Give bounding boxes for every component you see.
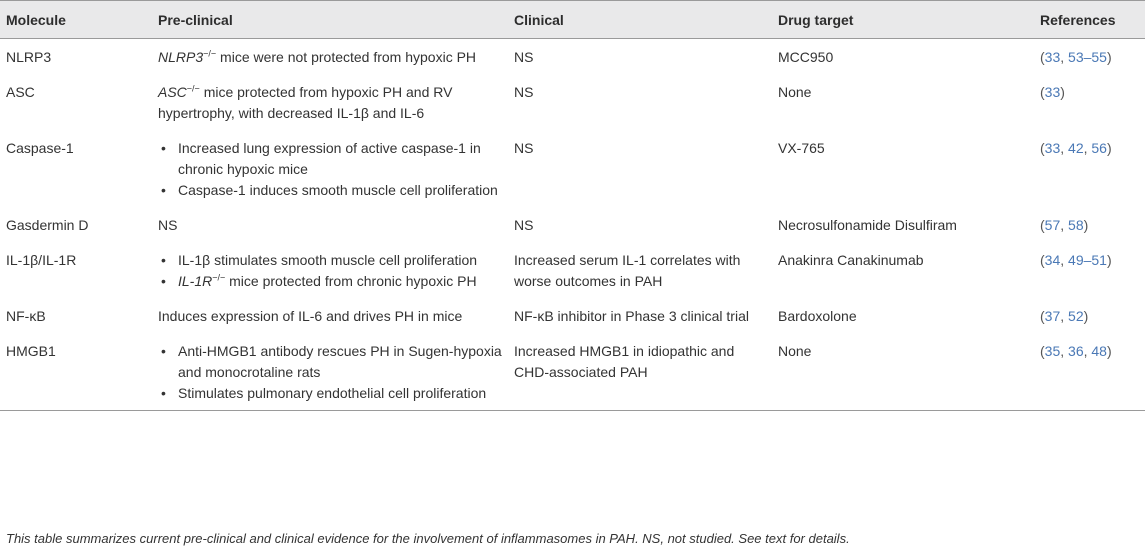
pre-clinical-bullets <box>158 341 502 404</box>
ref-paren: ) <box>1106 252 1112 268</box>
ref-paren: ) <box>1106 49 1112 65</box>
cell-molecule: HMGB1 <box>0 333 152 411</box>
gene-name: ASC <box>158 84 187 100</box>
ref-link[interactable]: 49–51 <box>1068 252 1107 268</box>
ref-link[interactable]: 48 <box>1091 343 1107 359</box>
table-row <box>0 39 1145 75</box>
cell-clinical: NS <box>514 84 534 100</box>
cell-references: (34, 49–51) <box>1040 252 1112 268</box>
bullet-item: • Anti-HMGB1 antibody rescues PH in Sugen-hypoxia and monocrotaline rats <box>158 341 502 383</box>
cell-references: (33, 53–55) <box>1040 49 1112 65</box>
cell-drug-target: None <box>778 84 812 100</box>
cell-references: (37, 52) <box>1040 308 1089 324</box>
genotype-superscript: −/− <box>212 272 226 283</box>
ref-link[interactable]: 42 <box>1068 140 1084 156</box>
header-pre-clinical: Pre-clinical <box>152 1 508 39</box>
pre-clinical-text: mice protected from chronic hypoxic PH <box>225 273 477 289</box>
cell-clinical: NS <box>514 49 534 65</box>
cell-drug-target: VX-765 <box>778 140 825 156</box>
cell-references: (35, 36, 48) <box>1034 333 1145 411</box>
table-row <box>0 333 1145 411</box>
cell-pre-clinical <box>152 74 508 130</box>
ref-paren: ( <box>1040 49 1045 65</box>
ref-paren: ( <box>1040 343 1045 359</box>
pre-clinical-text: mice protected from hypoxic PH and RV hypertrophy, with decreased IL-1β and IL-6 <box>158 84 453 121</box>
cell-references <box>1034 74 1145 130</box>
pre-clinical-text: mice were not protected from hypoxic PH <box>216 49 477 65</box>
cell-molecule: NLRP3 <box>6 49 52 65</box>
cell-molecule: NF-κB <box>6 308 46 324</box>
bullet-item: • Stimulates pulmonary endothelial cell proliferation <box>158 383 502 404</box>
ref-link[interactable]: 35 <box>1044 343 1061 359</box>
header-molecule: Molecule <box>0 1 152 39</box>
pre-clinical-bullets <box>158 138 502 201</box>
cell-clinical: Increased serum IL-1 correlates with worse outcomes in PAH <box>514 252 741 289</box>
cell-drug-target: Bardoxolone <box>778 308 857 324</box>
cell-pre-clinical: Induces expression of IL-6 and drives PH in mice <box>158 308 463 324</box>
cell-pre-clinical <box>152 130 508 207</box>
table-caption: This table summarizes current pre-clinical and clinical evidence for the involvement of inflammasomes in PAH. NS, not studied. See text for details. <box>6 531 850 546</box>
bullet-item: • Caspase-1 induces smooth muscle cell proliferation <box>158 180 502 201</box>
ref-paren: ) <box>1083 308 1089 324</box>
table-row <box>0 74 1145 130</box>
cell-drug-target: None <box>772 333 1034 411</box>
cell-clinical: NF-κB inhibitor in Phase 3 clinical trial <box>514 308 749 324</box>
ref-paren: ( <box>1040 84 1045 100</box>
ref-paren: ) <box>1106 140 1112 156</box>
ref-paren: ( <box>1040 308 1045 324</box>
cell-molecule: IL-1β/IL-1R <box>6 252 77 268</box>
ref-link[interactable]: 56 <box>1091 140 1107 156</box>
bullet-item: • Increased lung expression of active caspase-1 in chronic hypoxic mice <box>158 138 502 180</box>
table-row <box>0 207 1145 242</box>
header-row <box>0 1 1145 39</box>
ref-paren: ) <box>1106 343 1112 359</box>
cell-drug-target: MCC950 <box>778 49 834 65</box>
gene-name: IL-1R <box>178 273 213 289</box>
cell-drug-target: Necrosulfonamide Disulfiram <box>778 217 957 233</box>
cell-drug-target: Anakinra Canakinumab <box>778 252 924 268</box>
ref-paren: ) <box>1060 84 1065 100</box>
cell-pre-clinical: NS <box>158 217 178 233</box>
cell-molecule: Caspase-1 <box>6 140 74 156</box>
cell-pre-clinical <box>152 39 508 75</box>
ref-link[interactable]: 52 <box>1068 308 1084 324</box>
cell-references: (57, 58) <box>1040 217 1089 233</box>
ref-link[interactable]: 36 <box>1068 343 1084 359</box>
header-clinical: Clinical <box>508 1 772 39</box>
table-row <box>0 242 1145 298</box>
ref-link[interactable]: 58 <box>1068 217 1084 233</box>
cell-molecule: ASC <box>6 84 35 100</box>
cell-pre-clinical <box>152 242 508 298</box>
cell-clinical: NS <box>514 217 534 233</box>
gene-name: NLRP3 <box>158 49 204 65</box>
genotype-superscript: −/− <box>186 83 200 94</box>
ref-link[interactable]: 57 <box>1044 217 1061 233</box>
table-row <box>0 130 1145 207</box>
pre-clinical-bullets <box>158 250 502 292</box>
ref-paren: ( <box>1040 252 1045 268</box>
ref-link[interactable]: 33 <box>1044 49 1061 65</box>
ref-link[interactable]: 34 <box>1044 252 1061 268</box>
genotype-superscript: −/− <box>203 48 217 59</box>
cell-pre-clinical <box>152 333 508 411</box>
cell-clinical: Increased HMGB1 in idiopathic and CHD-associated PAH <box>508 333 772 411</box>
header-drug-target: Drug target <box>772 1 1034 39</box>
cell-references: (33, 42, 56) <box>1040 140 1112 156</box>
ref-paren: ) <box>1083 217 1089 233</box>
ref-paren: ( <box>1040 140 1045 156</box>
bullet-item <box>158 271 502 292</box>
cell-clinical: NS <box>514 140 534 156</box>
bullet-item: • IL-1β stimulates smooth muscle cell proliferation <box>158 250 502 271</box>
ref-link[interactable]: 53–55 <box>1068 49 1107 65</box>
ref-paren: ( <box>1040 217 1045 233</box>
header-references: References <box>1034 1 1145 39</box>
ref-link[interactable]: 33 <box>1044 140 1061 156</box>
ref-link[interactable]: 37 <box>1044 308 1061 324</box>
cell-molecule: Gasdermin D <box>6 217 89 233</box>
table-row <box>0 298 1145 333</box>
ref-link[interactable]: 33 <box>1044 84 1061 100</box>
